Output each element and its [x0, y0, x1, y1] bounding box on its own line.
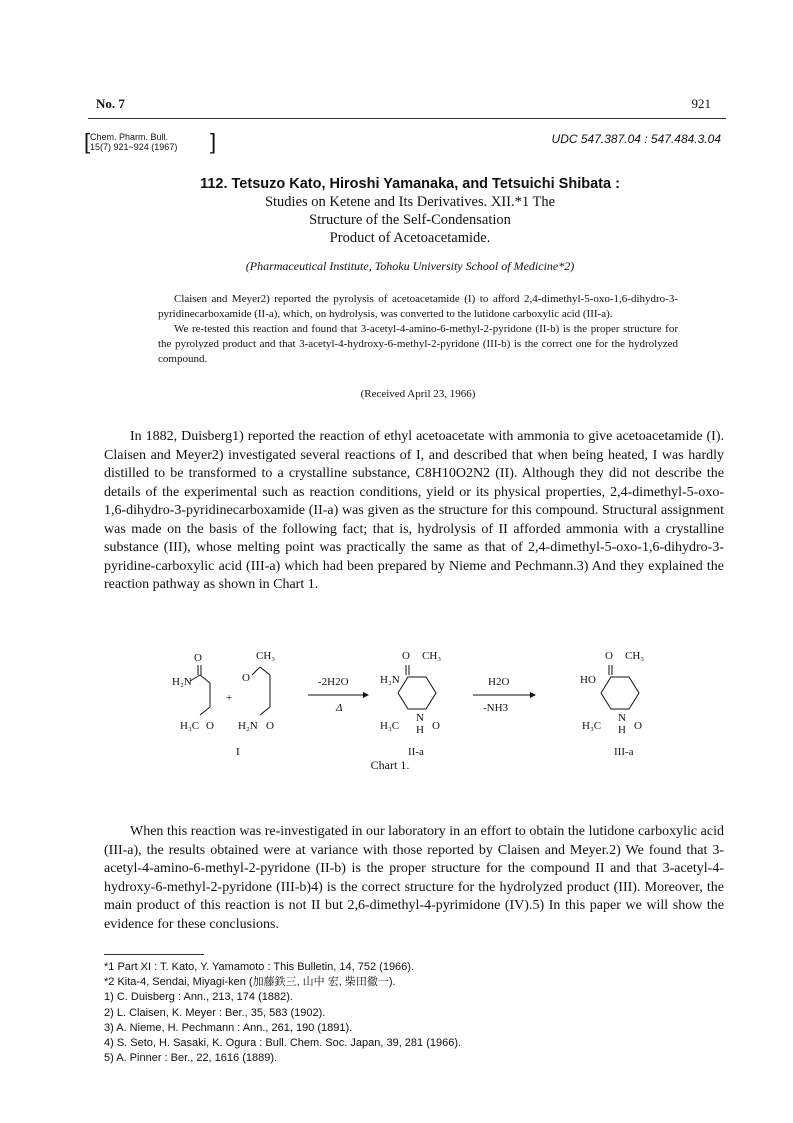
footnote-rule — [104, 954, 204, 955]
title-line3: Structure of the Self-Condensation — [309, 212, 511, 228]
structure-IIa — [398, 665, 436, 709]
arrow-1-head — [363, 692, 369, 698]
body-paragraph-2 — [104, 823, 724, 934]
svg-text:H₂N: H₂N — [172, 676, 192, 688]
label-I: I — [236, 746, 240, 758]
svg-text:O: O — [432, 720, 440, 732]
label-IIa: II-a — [408, 746, 424, 758]
svg-text:H₂N: H₂N — [380, 674, 400, 686]
svg-text:H₃C: H₃C — [380, 720, 400, 732]
svg-text:O: O — [634, 720, 642, 732]
right-bracket: ] — [210, 129, 217, 154]
abstract-para1: Claisen and Meyer2) reported the pyrolysis of acetoacetamide (I) to afford 2,4-dimethyl-5-oxo-1,6-dihydro-3-pyridinecarboxamide (II-a), which, on hydrolysis, was converted to the lutidone carboxylic acid (III-a). — [158, 293, 678, 320]
body-text-2: When this reaction was re-investigated in our laboratory in an effort to obtain the lutidone carboxylic acid (III-a), the results obtained were at variance with those reported by Claisen and Meyer.2) We found that 3-acetyl-4-amino-6-methyl-2-pyridone (II-b) is the proper structure for the compound II and that 3-acetyl-4-hydroxy-6-methyl-2-pyridone (III-b)4) is the correct structure for the hydrolyzed product (III). Moreover, the main product of this reaction is not II but 2,6-dimethyl-4-pyrimidone (IV).5) In this paper we will show the evidence for these conclusions. — [104, 824, 724, 932]
arrow1-top-label: -2H2O — [318, 676, 349, 688]
body-paragraph-1 — [104, 428, 724, 595]
svg-text:H: H — [416, 724, 424, 736]
arrow-2-head — [530, 692, 536, 698]
abstract-para2: We re-tested this reaction and found that 3-acetyl-4-amino-6-methyl-2-pyridone (II-b) is the proper structure for the pyrolyzed product and that 3-acetyl-4-hydroxy-6-methyl-2-pyridone (III-b) is the correct one for the hydrolyzed compound. — [158, 323, 678, 365]
label-IIIa: III-a — [614, 746, 634, 758]
udc-code: UDC 547.387.04 : 547.484.3.04 — [551, 132, 721, 146]
title-line2: Studies on Ketene and Its Derivatives. XII.*1 The — [264, 194, 556, 210]
body-text-1: In 1882, Duisberg1) reported the reaction of ethyl acetoacetate with ammonia to give acetoacetamide (I). Claisen and Meyer2) investigated several reactions of I, and described that when being heated, I was hardly distilled to be transformed to a crystalline substance, C8H10O2N2 (II). Although they did not describe the details of the experimental such as reaction conditions, yield or its physical properties, 2,4-dimethyl-5-oxo-1,6-dihydro-3-pyridinecarboxamide (II-a) was given as the structure for this compound. Structural assignment was made on the basis of the following fact; that is, hydrolysis of II afforded ammonia with a crystalline substance (III), whose melting point was practically the same as that of 2,4-dimethyl-5-oxo-1,6-dihydro-3-pyridine-carboxylic acid (III-a) which had been prepared by Nieme and Pechmann.3) And they explained the reaction pathway as shown in Chart 1. — [104, 429, 724, 592]
svg-text:H: H — [618, 724, 626, 736]
footnote: *2 Kita-4, Sendai, Miyagi-ken (加藤鉄三, 山中 宏, 柴田徹一). — [104, 976, 396, 989]
svg-text:O: O — [402, 650, 410, 662]
svg-text:N: N — [416, 712, 424, 724]
article-title — [150, 175, 670, 247]
structure-I-amide — [190, 665, 210, 715]
footnote: 5) A. Pinner : Ber., 22, 1616 (1889). — [104, 1052, 278, 1065]
svg-text:H₂N: H₂N — [238, 720, 258, 732]
reaction-scheme-chart — [168, 645, 668, 775]
svg-text:CH₃: CH₃ — [256, 650, 276, 662]
footnote: 2) L. Claisen, K. Meyer : Ber., 35, 583 (1902). — [104, 1006, 326, 1019]
arrow2-bottom-label: -NH3 — [483, 702, 509, 714]
svg-text:CH₃: CH₃ — [625, 650, 645, 662]
svg-text:N: N — [618, 712, 626, 724]
svg-text:O: O — [194, 652, 202, 664]
svg-text:+: + — [226, 692, 233, 704]
footnotes — [104, 960, 461, 1066]
svg-text:O: O — [266, 720, 274, 732]
title-line4: Product of Acetoacetamide. — [329, 230, 491, 246]
svg-text:O: O — [242, 672, 250, 684]
svg-text:HO: HO — [580, 674, 596, 686]
citation-line2: 15(7) 921~924 (1967) — [90, 142, 178, 152]
footnote: *1 Part XI : T. Kato, Y. Yamamoto : This Bulletin, 14, 752 (1966). — [104, 961, 415, 973]
svg-text:H₃C: H₃C — [180, 720, 200, 732]
received-date: (Received April 23, 1966) — [360, 388, 476, 400]
svg-text:H₃C: H₃C — [582, 720, 602, 732]
left-bracket: [ — [84, 129, 91, 154]
footnote: 4) S. Seto, H. Sasaki, K. Ogura : Bull. Chem. Soc. Japan, 39, 281 (1966). — [104, 1037, 462, 1050]
svg-text:O: O — [206, 720, 214, 732]
journal-citation — [84, 129, 217, 154]
footnote: 3) A. Nieme, H. Pechmann : Ann., 261, 190 (1891). — [104, 1021, 353, 1034]
abstract — [158, 292, 678, 367]
title-authors: 112. Tetsuzo Kato, Hiroshi Yamanaka, and Tetsuichi Shibata : — [200, 176, 620, 192]
issue-number: No. 7 — [96, 96, 125, 111]
header-rule — [88, 118, 726, 119]
structure-I-ketone — [252, 667, 270, 715]
page-number: 921 — [691, 96, 711, 111]
arrow1-bottom-label: Δ — [336, 702, 343, 714]
svg-text:O: O — [605, 650, 613, 662]
affiliation: (Pharmaceutical Institute, Tohoku University School of Medicine*2) — [245, 259, 575, 273]
structure-IIIa — [601, 665, 639, 709]
footnote: 1) C. Duisberg : Ann., 213, 174 (1882). — [104, 991, 293, 1004]
svg-text:CH₃: CH₃ — [422, 650, 442, 662]
arrow2-top-label: H2O — [488, 676, 510, 688]
citation-line1: Chem. Pharm. Bull. — [90, 132, 169, 142]
chart-caption: Chart 1. — [370, 758, 410, 772]
